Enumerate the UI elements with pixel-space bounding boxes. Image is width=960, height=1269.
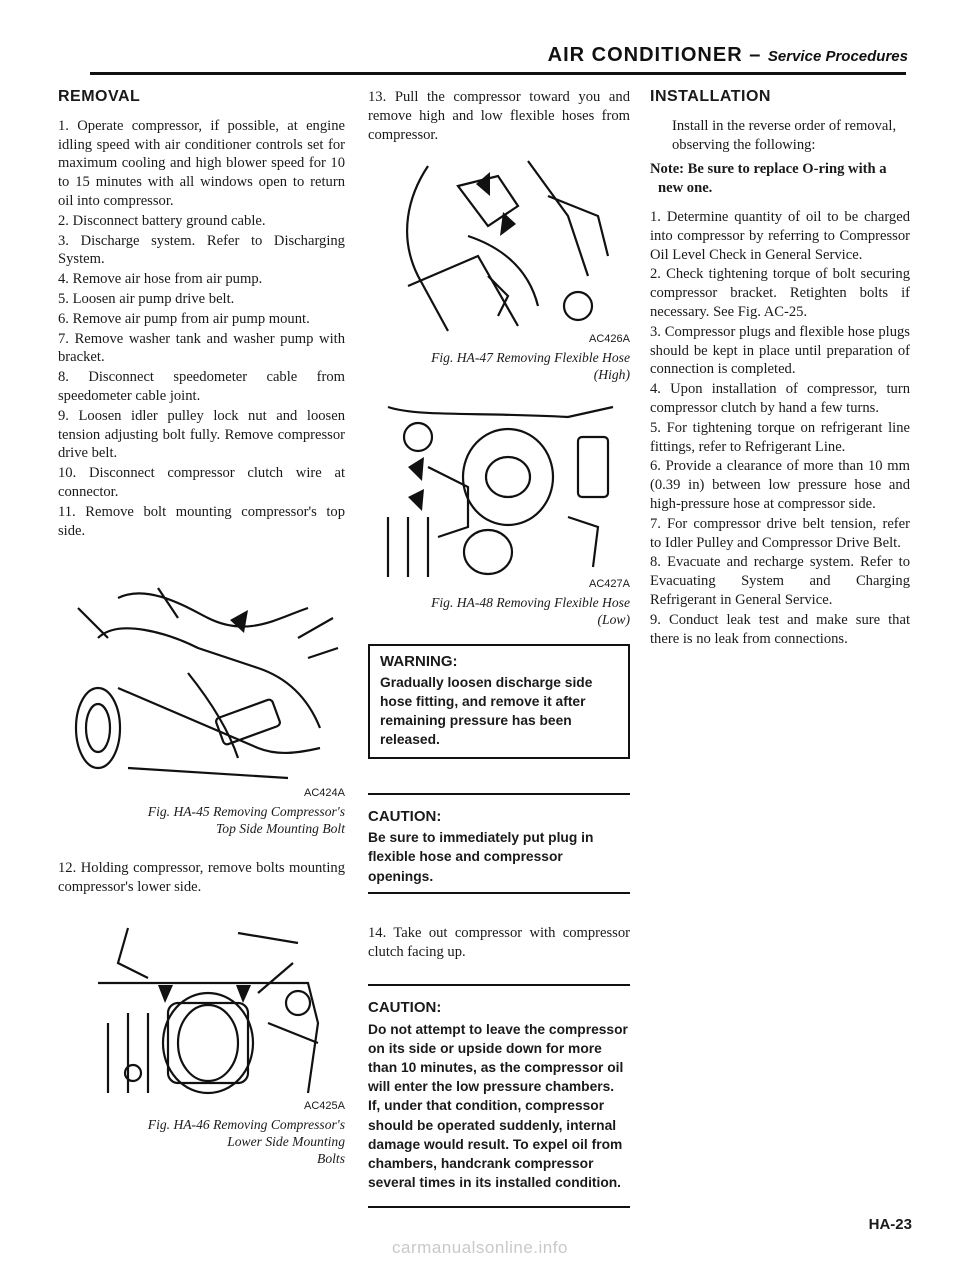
figure-ha-45	[58, 578, 345, 837]
step-number: 3.	[58, 232, 69, 249]
caution-box-2	[368, 986, 630, 1198]
caption-line: Fig. HA-45 Removing Compressor's	[147, 804, 345, 820]
removal-step-12	[58, 859, 345, 897]
step-text: Take out compressor with compressor clutch facing up.	[368, 924, 631, 960]
step-number: 4.	[650, 381, 661, 398]
page-header	[548, 44, 908, 67]
step-item	[650, 553, 910, 609]
figure-ha-46	[58, 923, 345, 1167]
caption-line: Bolts	[317, 1150, 345, 1166]
step-number: 1.	[650, 208, 661, 225]
warning-title: WARNING:	[380, 652, 458, 670]
step-item	[58, 212, 345, 231]
step-text: Check tightening torque of bolt securing compressor bracket. Retighten bolts if necessary. See Fig. AC-25.	[650, 266, 910, 320]
caution-text: Be sure to immediately put plug in flexible hose and compressor openings.	[368, 830, 594, 884]
step-text: Conduct leak test and make sure that there is no leak from connections.	[650, 611, 910, 647]
header-subtitle: Service Procedures	[767, 48, 908, 65]
step-number: 11.	[58, 503, 76, 520]
step-text: Remove bolt mounting compressor's top side.	[58, 503, 345, 539]
step-item	[58, 464, 345, 502]
step-text: Disconnect compressor clutch wire at connector.	[58, 465, 346, 500]
low-hose-illustration	[368, 397, 630, 579]
watermark-text: carmanualsonline.info	[392, 1238, 568, 1257]
step-number: 7.	[650, 515, 661, 532]
step-number: 13.	[368, 89, 387, 105]
caption-line: (Low)	[597, 611, 630, 627]
step-item	[650, 457, 910, 513]
step-number: 1.	[58, 117, 69, 134]
step-number: 8.	[58, 369, 69, 386]
installation-column	[650, 88, 910, 649]
figure-code: AC426A	[589, 333, 630, 346]
removal-step-14	[368, 924, 630, 962]
figure-ha-47	[368, 156, 630, 383]
compressor-top-bolt-illustration	[58, 578, 345, 788]
caution-box-1	[368, 795, 630, 892]
step-text: For tightening torque on refrigerant line fittings, refer to Refrigerant Line.	[650, 419, 911, 455]
figure-ha-48	[368, 397, 630, 628]
step-number: 8.	[650, 554, 661, 571]
step-text: Pull the compressor toward you and remove high and low flexible hoses from compressor.	[368, 89, 630, 143]
step-number: 2.	[58, 212, 69, 229]
step-item	[58, 290, 345, 309]
step-number: 3.	[650, 323, 661, 340]
step-number: 9.	[650, 611, 661, 628]
high-hose-illustration	[368, 156, 630, 334]
removal-column	[58, 88, 345, 1169]
caution-divider	[368, 892, 630, 894]
step-text: Holding compressor, remove bolts mounting compressor's lower side.	[58, 860, 345, 895]
step-item	[58, 232, 345, 270]
step-number: 6.	[58, 310, 69, 327]
step-item	[650, 380, 910, 418]
step-number: 7.	[58, 330, 69, 347]
step-text: Disconnect speedometer cable from speedometer cable joint.	[58, 369, 345, 404]
caption-line: Fig. HA-47 Removing Flexible Hose	[431, 350, 630, 366]
step-text: Loosen idler pulley lock nut and loosen tension adjusting bolt fully. Remove compressor drive belt.	[58, 407, 345, 462]
step-number: 4.	[58, 271, 69, 288]
figure-caption	[368, 594, 630, 628]
header-title: AIR CONDITIONER	[547, 44, 743, 66]
removal-step-13	[368, 88, 630, 144]
caption-line: Top Side Mounting Bolt	[215, 821, 345, 837]
compressor-lower-bolts-illustration	[58, 923, 345, 1101]
step-item	[650, 323, 910, 379]
step-text: Compressor plugs and flexible hose plugs should be kept in place until preparation of connection is completed.	[650, 323, 910, 378]
removal-steps	[58, 117, 345, 541]
header-rule	[90, 72, 906, 75]
removal-heading: REMOVAL	[58, 88, 141, 105]
step-item	[58, 117, 345, 211]
installation-intro: Install in the reverse order of removal, observing the following:	[672, 117, 897, 153]
step-text: Upon installation of compressor, turn compressor clutch by hand a few turns.	[650, 381, 910, 416]
step-item	[58, 330, 345, 368]
step-number: 6.	[650, 458, 661, 475]
step-number: 14.	[368, 924, 387, 941]
step-text: For compressor drive belt tension, refer to Idler Pulley and Compressor Drive Belt.	[650, 515, 910, 551]
step-text: Remove air hose from air pump.	[72, 271, 263, 288]
step-text: Remove air pump from air pump mount.	[72, 310, 310, 327]
caption-line: Lower Side Mounting	[227, 1133, 345, 1149]
step-number: 12.	[58, 860, 77, 877]
caption-line: Fig. HA-46 Removing Compressor's	[147, 1116, 345, 1132]
step-text: Disconnect battery ground cable.	[72, 212, 266, 229]
step-number: 9.	[58, 407, 69, 424]
step-number: 2.	[650, 266, 661, 283]
caution-divider	[368, 1206, 630, 1208]
step-text: Provide a clearance of more than 10 mm (0.39 in) between low pressure hose and high-pressure hose at compressor side.	[650, 458, 910, 512]
step-item	[58, 407, 345, 463]
step-number: 5.	[58, 290, 69, 307]
warning-box	[368, 644, 630, 759]
step-item	[650, 419, 910, 457]
step-item	[650, 515, 910, 553]
step-item	[650, 208, 910, 264]
step-text: Determine quantity of oil to be charged into compressor by referring to Compressor Oil Level Check in General Service.	[650, 208, 910, 263]
step-item	[650, 265, 910, 321]
step-text: Operate compressor, if possible, at engine idling speed with air conditioner controls set for maximum cooling and high blower speed for 10 to 15 minutes with all windows open to return oil into compressor.	[58, 117, 345, 209]
figure-code: AC424A	[304, 787, 345, 800]
caution-title: CAUTION:	[368, 999, 442, 1017]
step-item	[58, 270, 345, 289]
step-number: 10.	[58, 465, 77, 482]
caution-text: Do not attempt to leave the compressor on its side or upside down for more than 10 minutes, as the compressor oil will enter the low pressure chambers. If, under that condition, compressor should be operated suddenly, internal damage would result. To expel oil from chambers, handcrank compressor several times in its installed condition.	[368, 1021, 628, 1191]
step-item	[58, 368, 345, 406]
caution-title: CAUTION:	[368, 807, 442, 825]
step-text: Loosen air pump drive belt.	[72, 290, 235, 307]
installation-note: Note: Be sure to replace O-ring with a new one.	[650, 161, 887, 197]
step-item	[58, 503, 345, 541]
step-text: Evacuate and recharge system. Refer to Evacuating System and Charging Refrigerant in General Service.	[650, 554, 910, 608]
figure-caption	[58, 803, 345, 837]
step-number: 5.	[650, 419, 661, 436]
header-dash: –	[742, 44, 768, 66]
removal-continued-column	[368, 88, 630, 1208]
step-text: Remove washer tank and washer pump with bracket.	[58, 330, 345, 366]
figure-code: AC427A	[589, 578, 630, 591]
step-text: Discharge system. Refer to Discharging System.	[58, 232, 345, 268]
figure-caption	[58, 1116, 345, 1167]
caption-line: (High)	[593, 367, 630, 383]
installation-heading: INSTALLATION	[650, 88, 771, 105]
step-item	[650, 611, 910, 649]
warning-text: Gradually loosen discharge side hose fitting, and remove it after remaining pressure has been released.	[380, 674, 593, 747]
step-item	[58, 310, 345, 329]
page-number: HA-23	[868, 1216, 912, 1233]
installation-steps	[650, 208, 910, 648]
figure-code: AC425A	[304, 1099, 345, 1112]
figure-caption	[368, 349, 630, 383]
caption-line: Fig. HA-48 Removing Flexible Hose	[431, 594, 630, 610]
